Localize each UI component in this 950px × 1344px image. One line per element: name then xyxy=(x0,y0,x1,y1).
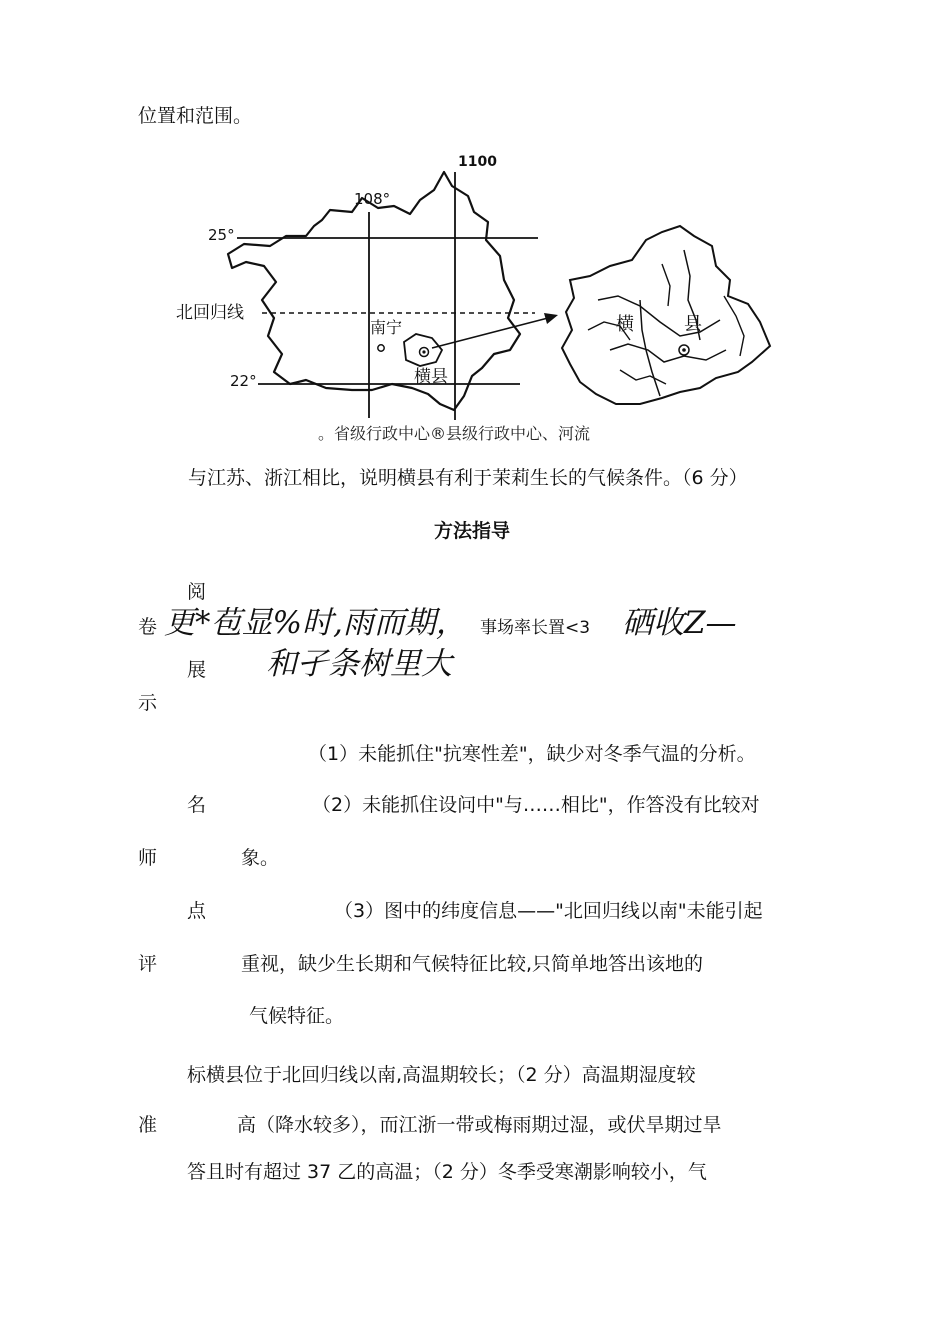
comment-p2b: 象。 xyxy=(241,847,280,869)
comment-label-3: 点 xyxy=(187,900,207,922)
comment-label-1: 名 xyxy=(187,794,207,816)
showcase-label-4: 示 xyxy=(138,692,158,714)
hengxian-region xyxy=(404,334,442,366)
inset-xian-label: 县 xyxy=(684,314,702,335)
comment-p3b: 重视，缺少生长期和气候特征比较,只简单地答出该地的 xyxy=(241,953,704,975)
student-answer-line2: 和孑条树里大 xyxy=(266,646,452,682)
showcase-label-3: 展 xyxy=(187,659,207,681)
answer-line2: 高（降水较多），而江浙一带或梅雨期过湿，或伏旱期过旱 xyxy=(237,1114,722,1136)
answer-label-3: 答 xyxy=(187,1161,207,1183)
nanning-label: 南宁 xyxy=(370,318,403,337)
intro-text: 位置和范围。 xyxy=(138,105,253,127)
lat-25-label: 25° xyxy=(208,226,235,244)
comment-p3a: （3）图中的纬度信息——"北回归线以南"未能引起 xyxy=(334,900,763,922)
lat-22-label: 22° xyxy=(230,372,257,390)
map-legend: 。省级行政中心®县级行政中心、河流 xyxy=(318,424,591,443)
comment-label-2: 师 xyxy=(138,847,158,869)
lon-110-label: 1100 xyxy=(458,154,497,170)
question-text: 与江苏、浙江相比，说明横县有利于茉莉生长的气候条件。（6 分） xyxy=(188,467,748,489)
lon-108-label: 108° xyxy=(354,190,391,208)
student-answer-line1b: 事场率长置<3 xyxy=(480,618,591,638)
comment-p3c: 气候特征。 xyxy=(249,1005,345,1027)
nanning-marker xyxy=(378,345,384,351)
inset-heng-label: 横 xyxy=(616,314,634,335)
answer-label-1: 标 xyxy=(187,1064,207,1086)
guangxi-map xyxy=(0,0,950,460)
section-title: 方法指导 xyxy=(434,520,511,542)
showcase-label-2: 卷 xyxy=(138,616,158,638)
inset-hengxian-outline xyxy=(562,226,770,404)
student-answer-line1c: 硒收Z— xyxy=(622,605,737,641)
comment-p2a: （2）未能抓住设问中"与……相比"，作答没有比较对 xyxy=(312,794,760,816)
answer-label-2: 准 xyxy=(138,1114,158,1136)
tropic-label: 北回归线 xyxy=(176,303,244,323)
comment-label-4: 评 xyxy=(138,953,158,975)
hengxian-label: 横县 xyxy=(414,367,448,387)
answer-line3: 且时有超过 37 乙的高温；（2 分）冬季受寒潮影响较小，气 xyxy=(206,1161,707,1183)
comment-p1: （1）未能抓住"抗寒性差"，缺少对冬季气温的分析。 xyxy=(308,743,756,765)
student-answer-line1a: 更*苞显%时,雨而期， xyxy=(164,605,467,641)
answer-line1: 横县位于北回归线以南,高温期较长；（2 分）高温期湿度较 xyxy=(206,1064,696,1086)
showcase-label-1: 阅 xyxy=(187,581,207,603)
